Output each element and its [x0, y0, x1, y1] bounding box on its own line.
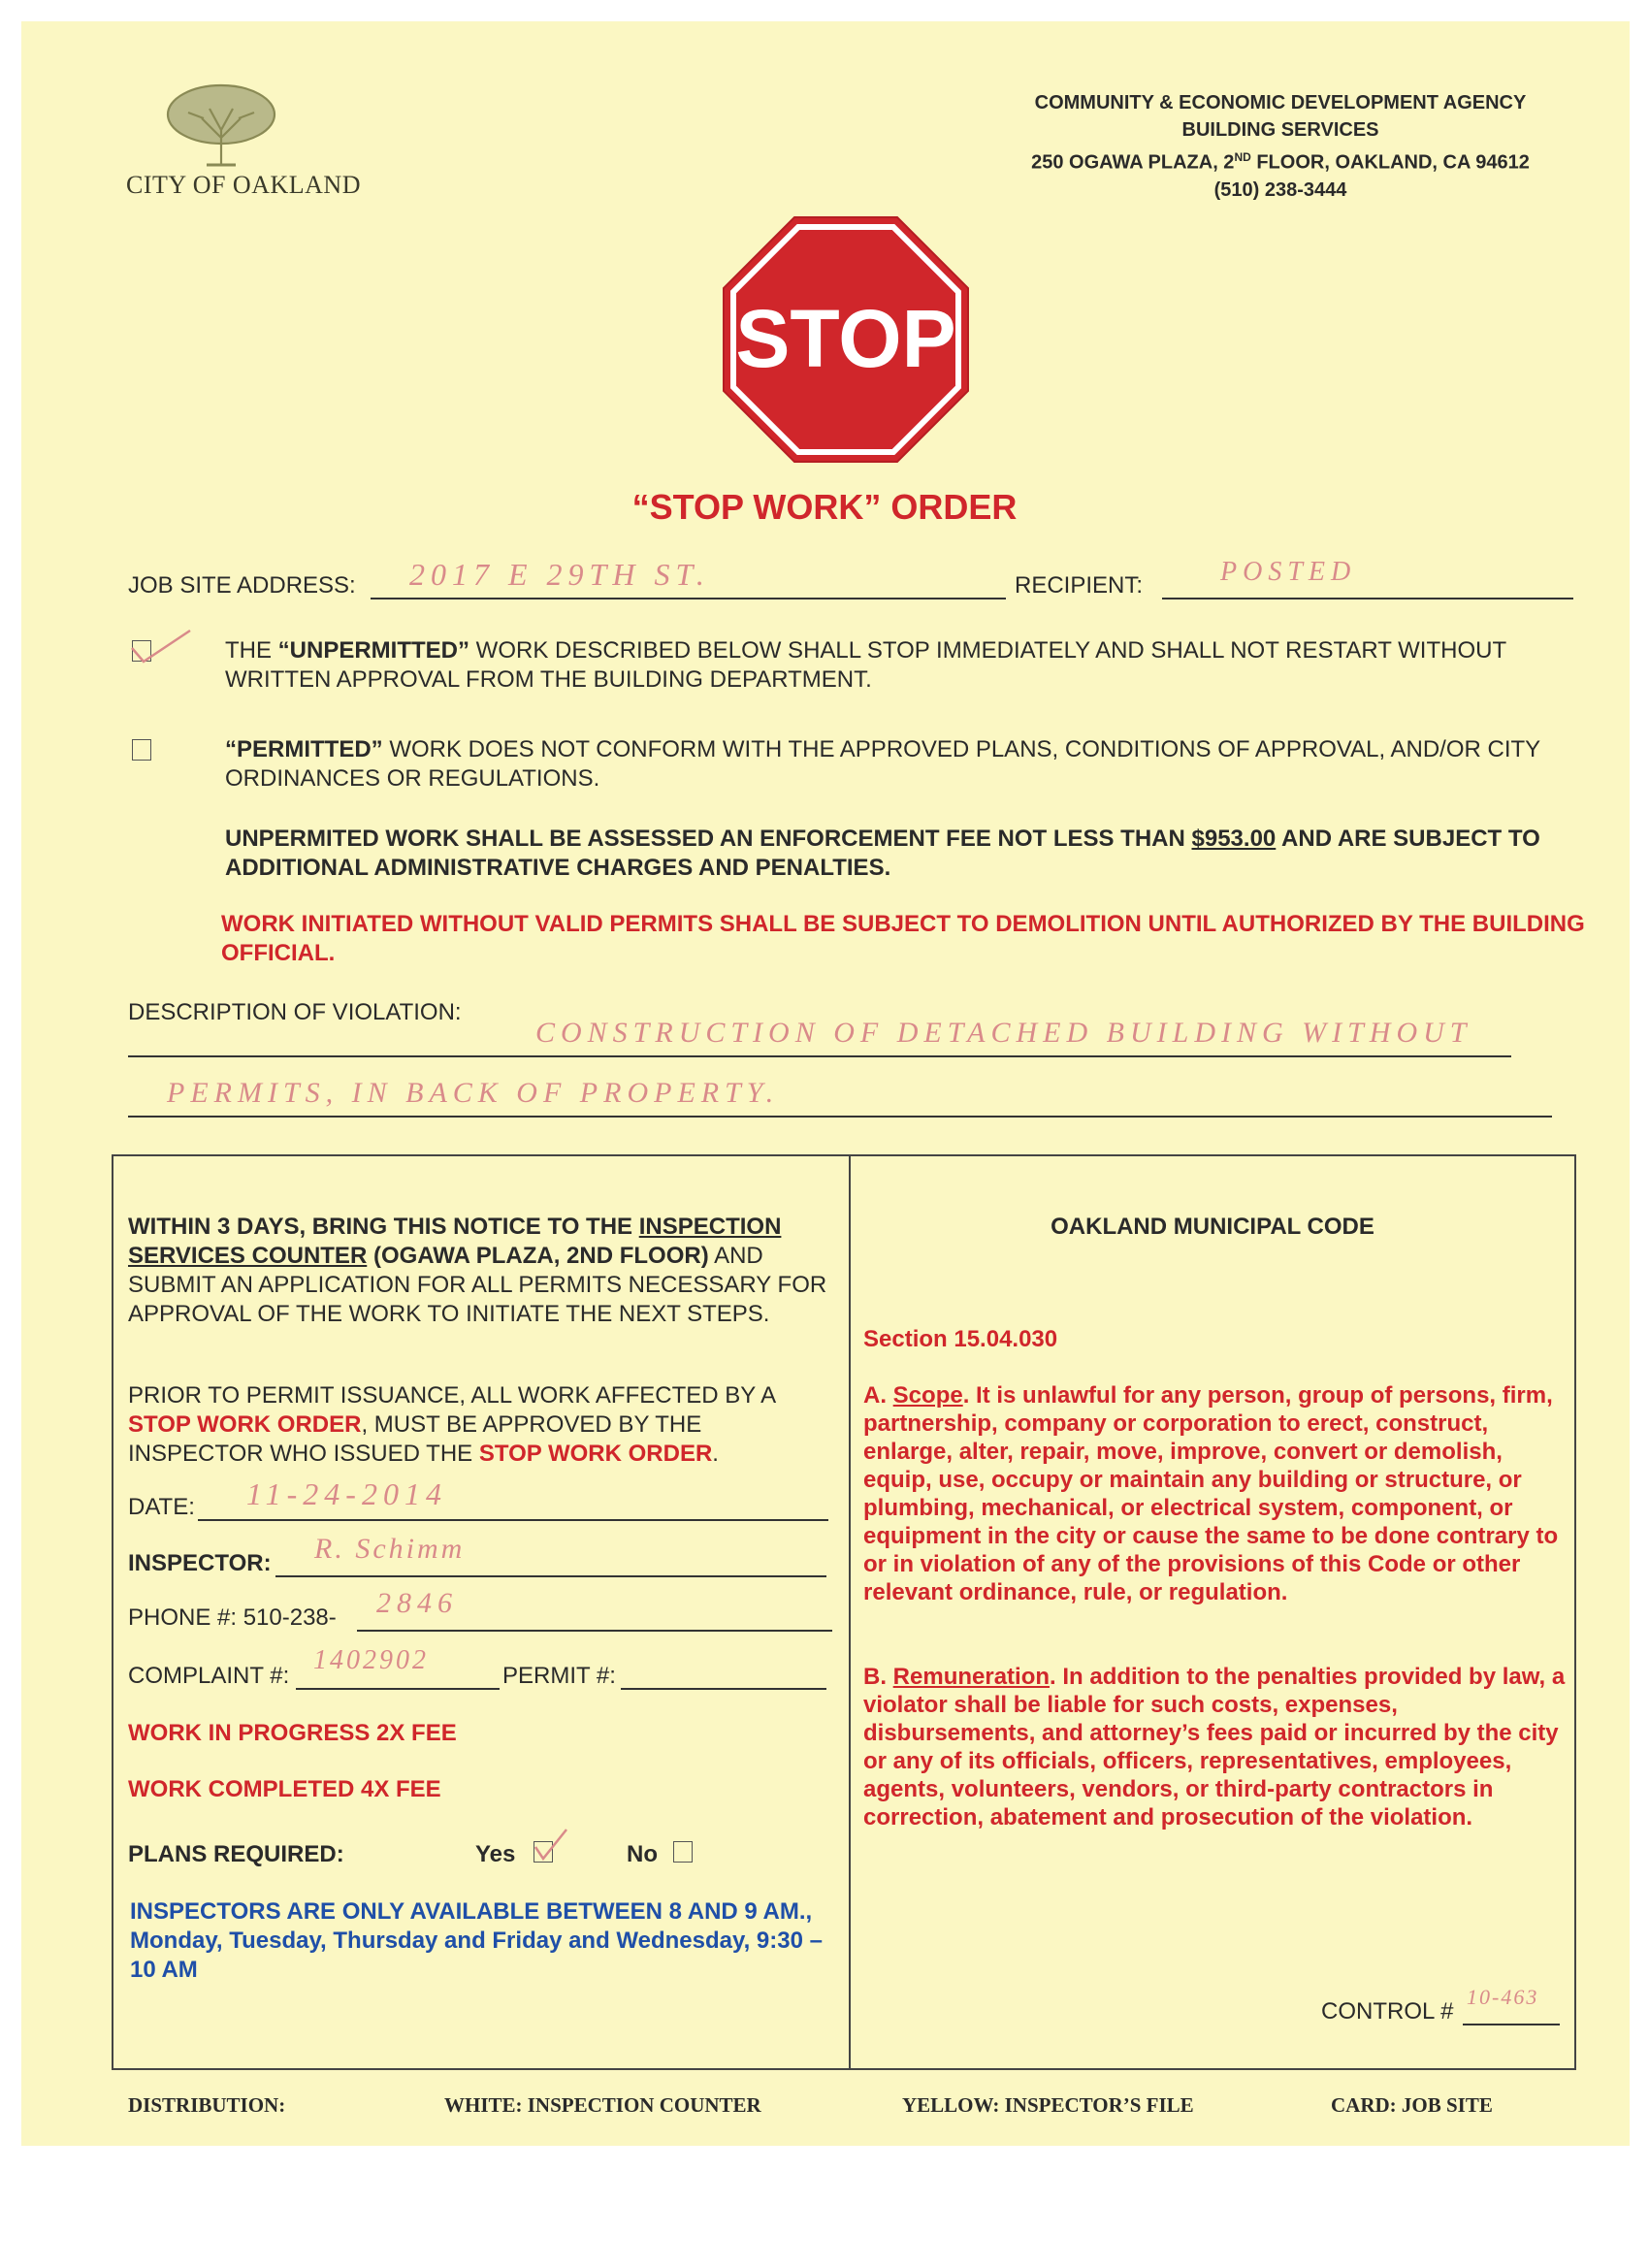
permitted-statement: “PERMITTED” WORK DOES NOT CONFORM WITH THE APPROVED PLANS, CONDITIONS OF APPROVAL, AND/OR CITY ORDINANCES OR REGULATIONS.: [225, 736, 1540, 792]
recipient-label: RECIPIENT:: [1015, 572, 1144, 599]
footer-card-copy: CARD: JOB SITE: [1331, 2093, 1493, 2117]
recipient-value: POSTED: [1220, 557, 1357, 587]
agency-address-block: [970, 89, 1591, 204]
page-title: “STOP WORK” ORDER: [631, 487, 1018, 527]
inspector-label: INSPECTOR:: [128, 1550, 272, 1576]
work-in-progress-fee: WORK IN PROGRESS 2X FEE: [128, 1720, 457, 1746]
stop-sign-text: STOP: [735, 293, 956, 384]
footer-yellow-copy: YELLOW: INSPECTOR’S FILE: [902, 2093, 1194, 2117]
prior-permit-text: PRIOR TO PERMIT ISSUANCE, ALL WORK AFFECTED BY A STOP WORK ORDER, MUST BE APPROVED BY THE INSPECTOR WHO ISSUED THE STOP WORK ORDER.: [128, 1382, 775, 1467]
footer-distribution: DISTRIBUTION:: [128, 2093, 286, 2117]
plans-required-label: PLANS REQUIRED:: [128, 1841, 344, 1867]
recipient-field[interactable]: [1162, 557, 1573, 599]
inspector-availability: INSPECTORS ARE ONLY AVAILABLE BETWEEN 8 AND 9 AM., Monday, Tuesday, Thursday and Friday and Wednesday, 9:30 – 10 AM: [130, 1898, 823, 1983]
code-section: Section 15.04.030: [863, 1326, 1058, 1352]
check-mark-icon: [126, 627, 194, 665]
agency-name: COMMUNITY & ECONOMIC DEVELOPMENT AGENCY: [1034, 92, 1527, 113]
footer-white-copy: WHITE: INSPECTION COUNTER: [444, 2093, 761, 2117]
instructions-text: WITHIN 3 DAYS, BRING THIS NOTICE TO THE INSPECTION SERVICES COUNTER (OGAWA PLAZA, 2ND FLOOR) AND SUBMIT AN APPLICATION FOR ALL PERMITS NECESSARY FOR APPROVAL OF THE WORK TO INITIATE THE NEXT STEPS.: [128, 1214, 827, 1327]
violation-text-1: CONSTRUCTION OF DETACHED BUILDING WITHOUT: [535, 1017, 1472, 1049]
permit-field[interactable]: [621, 1655, 826, 1690]
job-site-address-field[interactable]: [371, 557, 1006, 599]
column-divider: [849, 1154, 851, 2068]
date-value: 11-24-2014: [246, 1476, 447, 1511]
agency-division: BUILDING SERVICES: [1181, 119, 1379, 141]
control-label: CONTROL #: [1321, 1998, 1454, 2025]
remuneration-paragraph: B. Remuneration. In addition to the penalties provided by law, a violator shall be liable for such costs, expenses, disbursements, and attorney’s fees paid or incurred by the city or any of its officials, officers, representatives, employees, agents, volunteers, vendors, or third-party contractors in correction, abatement and prosecution of the violation.: [863, 1664, 1566, 1831]
date-field[interactable]: [198, 1476, 828, 1521]
inspector-value: R. Schimm: [314, 1533, 466, 1565]
municipal-code-heading: OAKLAND MUNICIPAL CODE: [1051, 1214, 1374, 1240]
inspector-field[interactable]: [275, 1533, 826, 1577]
yes-check-mark-icon: [532, 1824, 570, 1863]
agency-address: 250 OGAWA PLAZA, 2ND FLOOR, OAKLAND, CA 94612: [1031, 150, 1530, 174]
plans-no-checkbox[interactable]: [673, 1841, 693, 1863]
violation-label: DESCRIPTION OF VIOLATION:: [128, 999, 462, 1025]
date-label: DATE:: [128, 1494, 195, 1520]
permitted-checkbox[interactable]: [132, 739, 151, 761]
control-field[interactable]: [1463, 1985, 1560, 2025]
complaint-field[interactable]: [296, 1645, 500, 1690]
violation-line-1[interactable]: [128, 1017, 1511, 1057]
scope-paragraph: A. Scope. It is unlawful for any person, group of persons, firm, partnership, company or corporation to erect, construct, enlarge, alter, repair, move, improve, convert or demolish, equip, use, occupy or maintain any building or structure, or plumbing, mechanical, or electrical system, component, or equipment in the city or cause the same to be done contrary to or in violation of any of the provisions of this Code or other relevant ordinance, rule, or regulation.: [863, 1382, 1559, 1605]
work-completed-fee: WORK COMPLETED 4X FEE: [128, 1776, 441, 1802]
job-site-label: JOB SITE ADDRESS:: [128, 572, 356, 599]
phone-field[interactable]: [357, 1587, 832, 1632]
plans-yes-label: Yes: [475, 1841, 516, 1867]
phone-value: 2846: [376, 1587, 458, 1619]
violation-text-2: PERMITS, IN BACK OF PROPERTY.: [167, 1077, 780, 1109]
demolition-notice: WORK INITIATED WITHOUT VALID PERMITS SHALL BE SUBJECT TO DEMOLITION UNTIL AUTHORIZED BY THE BUILDING OFFICIAL.: [221, 911, 1585, 966]
unpermitted-statement: THE “UNPERMITTED” WORK DESCRIBED BELOW SHALL STOP IMMEDIATELY AND SHALL NOT RESTART WITHOUT WRITTEN APPROVAL FROM THE BUILDING DEPARTMENT.: [225, 637, 1506, 693]
oak-tree-logo-icon: [163, 80, 279, 169]
enforcement-fee-notice: UNPERMITED WORK SHALL BE ASSESSED AN ENFORCEMENT FEE NOT LESS THAN $953.00 AND ARE SUBJECT TO ADDITIONAL ADMINISTRATIVE CHARGES AND PENALTIES.: [225, 826, 1540, 881]
complaint-value: 1402902: [313, 1645, 429, 1675]
phone-label: PHONE #: 510-238-: [128, 1604, 337, 1631]
complaint-label: COMPLAINT #:: [128, 1663, 290, 1689]
plans-no-label: No: [627, 1841, 658, 1867]
city-logo-text: CITY OF OAKLAND: [126, 171, 361, 199]
violation-line-2[interactable]: [128, 1077, 1552, 1118]
agency-phone: (510) 238-3444: [1213, 178, 1347, 201]
job-site-address-value: 2017 E 29TH ST.: [409, 557, 710, 592]
stop-sign-icon: [722, 215, 970, 464]
control-value: 10-463: [1467, 1985, 1539, 2009]
permit-label: PERMIT #:: [502, 1663, 616, 1689]
